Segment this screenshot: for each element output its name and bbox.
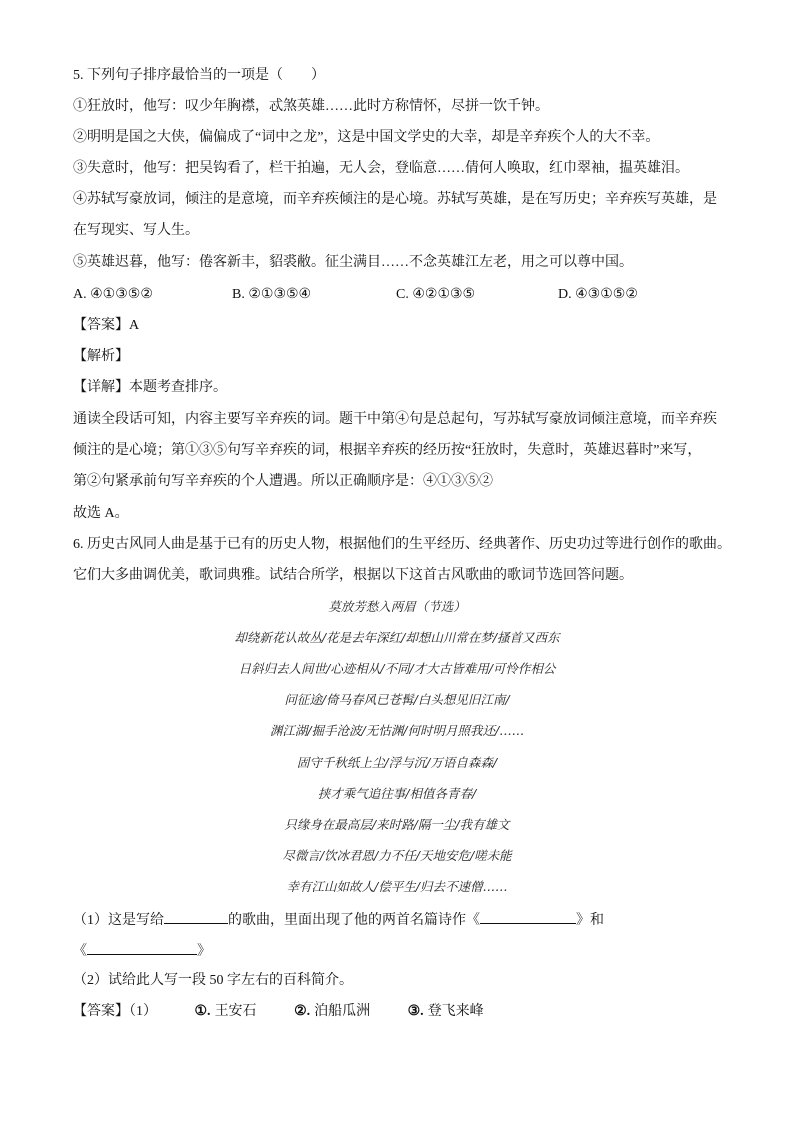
sub1-text-c: 》和: [576, 913, 604, 928]
q5-stem: 5. 下列句子排序最恰当的一项是（ ）: [73, 68, 325, 83]
q6-sub-question-1-cont: [73, 940, 733, 962]
q6-sub-question-1: [73, 909, 733, 931]
q6-stem-1: 6. 历史古风同人曲是基于已有的历史人物，根据他们的生平经历、经典著作、历史功过等进行创作的歌曲。: [73, 537, 731, 552]
q5-explanation-2: 倾注的是心境；第①③⑤句写辛弃疾的词，根据辛弃疾的经历按“狂放时，失意时，英雄迟暮时”来写，: [73, 443, 702, 458]
answer-number-2: ②.: [294, 1004, 311, 1019]
answer-number-3: ③.: [407, 1004, 424, 1019]
sub1-text-d: 《: [73, 944, 87, 959]
answer-blank[interactable]: [87, 940, 197, 955]
q5-sentence-4b: 在写现实、写人生。: [73, 223, 199, 238]
answer-blank[interactable]: [164, 909, 228, 924]
q5-explanation-3: 第②句紧承前句写辛弃疾的个人遭遇。所以正确顺序是：④①③⑤②: [73, 474, 493, 489]
sub1-text-b: 的歌曲，里面出现了他的两首名篇诗作《: [228, 913, 480, 928]
poem-title: 莫放芳愁入两眉（节选）: [328, 599, 466, 614]
q5-sentence-1: ①狂放时，他写：叹少年胸襟，忒煞英雄……此时方称情怀，尽拼一饮千钟。: [73, 99, 549, 114]
q6-answer-label: 【答案】（1）: [73, 1004, 157, 1019]
q6-answer-row: [73, 1002, 488, 1022]
q5-sentence-5: ⑤英雄迟暮，他写：倦客新丰，貂裘敝。征尘满目……不念英雄江左老，用之可以尊中国。: [73, 255, 633, 270]
poem-line: 却绕新花认故丛/花是去年深红/却想山川常在梦/搔首又西东: [234, 630, 560, 645]
q5-option-b: B. ②①③⑤④: [232, 287, 312, 302]
q6-stem-2: 它们大多曲调优美，歌词典雅。试结合所学，根据以下这首古风歌曲的歌词节选回答问题。: [73, 568, 633, 583]
answer-text-1: 王安石: [214, 1004, 257, 1019]
q5-option-c: C. ④②①③⑤: [396, 287, 476, 302]
poem-line: 问征途/倚马春风已苍髯/白头想见旧江南/: [284, 692, 510, 707]
poem-line: 幸有江山如故人/偿平生/归去不速僧……: [286, 879, 508, 894]
sub1-text-a: （1）这是写给: [73, 913, 164, 928]
sub1-text-e: 》: [197, 944, 211, 959]
q5-explanation-1: 通读全段话可知，内容主要写辛弃疾的词。题干中第④句是总起句，写苏轼写豪放词倾注意境，而辛弃疾: [73, 412, 717, 427]
q5-answer: 【答案】A: [73, 318, 140, 333]
poem-line: 挟才乘气追往事/相值各青春/: [317, 786, 477, 801]
poem-line: 渊江湖/掘手沧波/无怙渊/何时明月照我还/……: [269, 723, 525, 738]
answer-blank[interactable]: [480, 909, 576, 924]
q5-conclusion: 故选 A。: [73, 506, 129, 521]
answer-text-3: 登飞来峰: [427, 1004, 484, 1019]
answer-text-2: 泊船瓜洲: [314, 1004, 371, 1019]
poem-line: 日斜归去人间世/心迹相从/不同/才大古皆难用/可怜作相公: [238, 661, 556, 676]
poem-line: 尽微言/饮冰君恩/力不任/天地安危/嗟未能: [282, 848, 512, 863]
q5-sentence-4a: ④苏轼写豪放词，倾注的是意境，而辛弃疾倾注的是心境。苏轼写英雄，是在写历史；辛弃疾写英雄，是: [73, 192, 717, 207]
poem-line: 只缘身在最高层/来时路/隔一尘/我有雄文: [284, 817, 510, 832]
q5-option-d: D. ④③①⑤②: [558, 287, 638, 302]
answer-number-1: ①.: [194, 1004, 211, 1019]
q5-sentence-2: ②明明是国之大侠，偏偏成了“词中之龙”，这是中国文学史的大幸，却是辛弃疾个人的大不幸。: [73, 130, 660, 145]
poem-line: 固守千秋纸上尘/浮与沉/万语自森森/: [296, 755, 498, 770]
q5-option-a: A. ④①③⑤②: [73, 287, 153, 302]
q6-sub-question-2: （2）试给此人写一段 50 字左右的百科简介。: [73, 973, 353, 988]
q5-detail-label: 【详解】本题考查排序。: [73, 380, 227, 395]
q5-sentence-3: ③失意时，他写：把吴钩看了，栏干拍遍，无人会，登临意……倩何人唤取，红巾翠袖，揾英雄泪。: [73, 161, 689, 176]
q5-analysis-label: 【解析】: [73, 349, 129, 364]
